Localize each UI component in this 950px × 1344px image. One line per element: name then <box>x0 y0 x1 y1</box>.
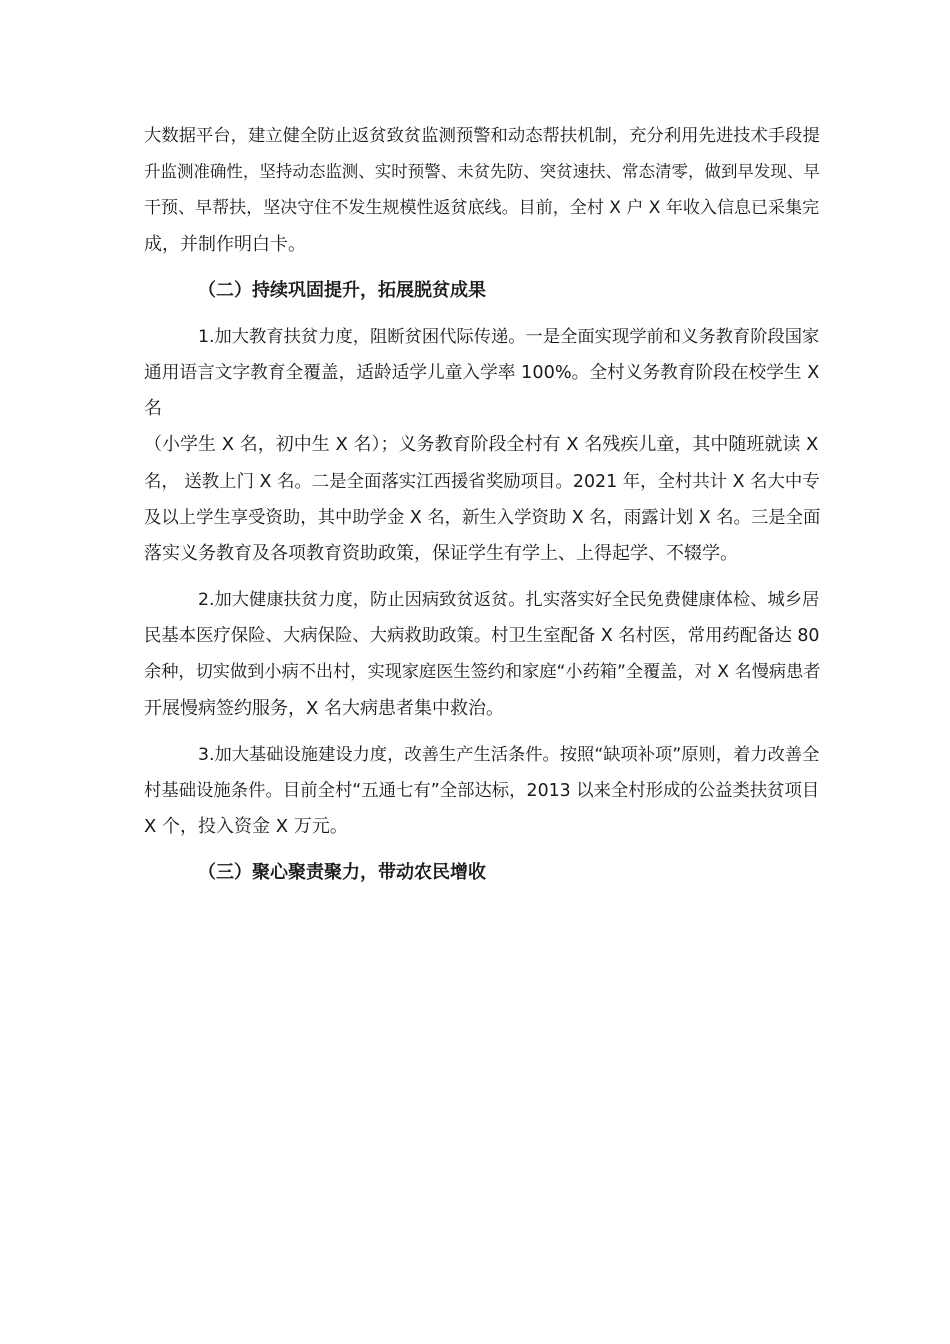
text-line: 名， 送教上门 X 名。二是全面落实江西援省奖励项目。2021 年，全村共计 X 名大中专 <box>144 471 820 492</box>
paragraph-education <box>144 319 820 572</box>
paragraph-health <box>144 582 820 727</box>
text-line: X 个，投入资金 X 万元。 <box>144 816 348 838</box>
text-line: 升监测准确性，坚持动态监测、实时预警、未贫先防、突贫速扶、常态清零，做到早发现、早 <box>144 162 820 182</box>
section-heading-2: （二）持续巩固提升，拓展脱贫成果 <box>198 279 486 301</box>
section-heading-3: （三）聚心聚责聚力，带动农民增收 <box>198 862 486 884</box>
text-line: 1.加大教育扶贫力度，阻断贫困代际传递。一是全面实现学前和义务教育阶段国家 <box>198 326 820 347</box>
text-line: 2.加大健康扶贫力度，防止因病致贫返贫。扎实落实好全民免费健康体检、城乡居 <box>198 590 820 611</box>
text-line: 村基础设施条件。目前全村“五通七有”全部达标，2013 以来全村形成的公益类扶贫项目 <box>144 781 820 801</box>
text-line: 开展慢病签约服务，X 名大病患者集中救治。 <box>144 697 505 719</box>
text-line: 及以上学生享受资助，其中助学金 X 名，新生入学资助 X 名，雨露计划 X 名。三是全面 <box>144 507 821 528</box>
text-line: 民基本医疗保险、大病保险、大病救助政策。村卫生室配备 X 名村医，常用药配备达 80 <box>144 626 820 647</box>
text-line: 成，并制作明白卡。 <box>144 233 306 255</box>
text-line: 3.加大基础设施建设力度，改善生产生活条件。按照“缺项补项”原则，着力改善全 <box>198 744 820 765</box>
text-line: 干预、早帮扶，坚决守住不发生规模性返贫底线。目前，全村 X 户 X 年收入信息已采集完 <box>144 198 820 219</box>
paragraph-infrastructure <box>144 737 820 846</box>
document-body <box>144 118 820 901</box>
text-line: 通用语言文字教育全覆盖，适龄适学儿童入学率 100%。全村义务教育阶段在校学生 X <box>144 362 820 383</box>
paragraph-continuation <box>144 118 820 263</box>
text-line: 大数据平台，建立健全防止返贫致贫监测预警和动态帮扶机制，充分利用先进技术手段提 <box>144 126 820 146</box>
text-line: 余种，切实做到小病不出村，实现家庭医生签约和家庭“小药箱”全覆盖，对 X 名慢病患者 <box>144 662 821 683</box>
text-line: 落实义务教育及各项教育资助政策，保证学生有学上、上得起学、不辍学。 <box>144 542 738 564</box>
text-line: （小学生 X 名，初中生 X 名）；义务教育阶段全村有 X 名残疾儿童，其中随班就读 X <box>144 434 819 456</box>
text-line: 名 <box>144 398 162 420</box>
